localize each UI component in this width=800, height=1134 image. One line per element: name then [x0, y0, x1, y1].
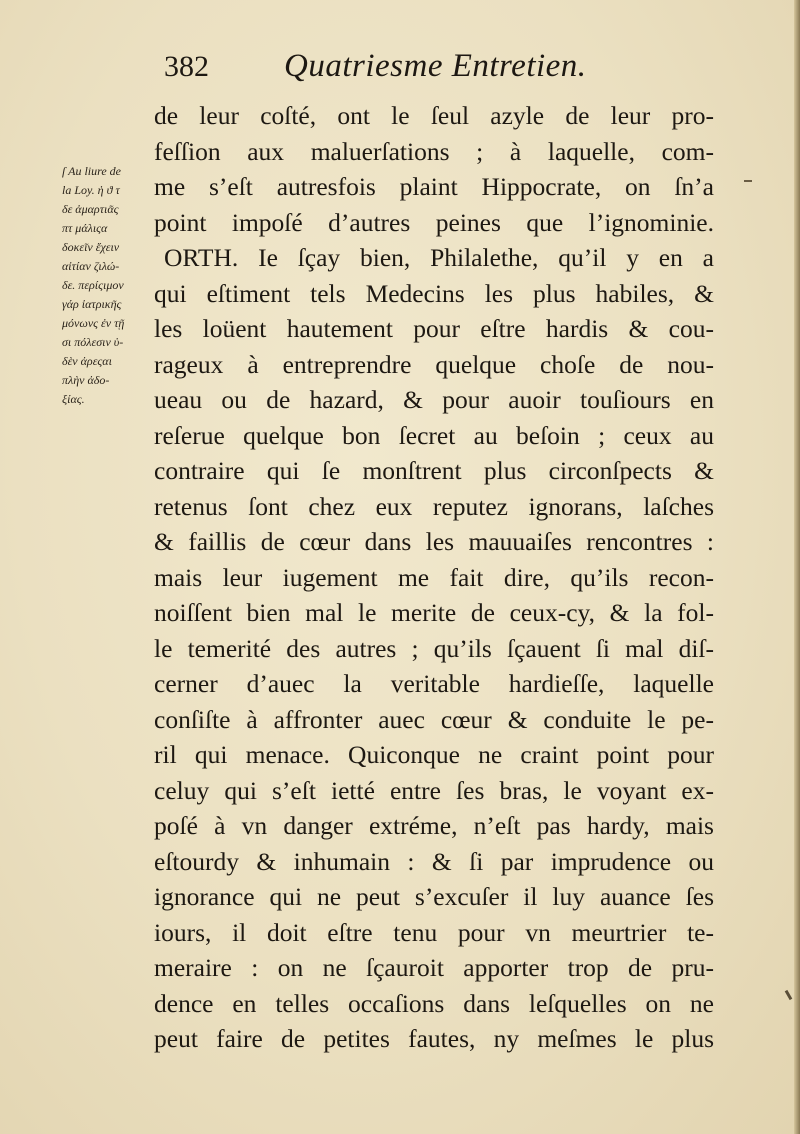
text-line: noiſſent bien mal le merite de ceux-cy, & la fol-	[154, 598, 714, 627]
text-line: poſé à vn danger extréme, n’eſt pas hardy, mais	[154, 811, 714, 840]
text-line: ueau ou de hazard, & pour auoir touſiours en	[154, 385, 714, 414]
margin-note-line: πλὴν ἀδο-	[62, 373, 110, 387]
margin-note-line: μόνωνς ἐν τῇ	[62, 316, 125, 330]
text-line: & faillis de cœur dans les mauuaiſes rencontres :	[154, 527, 714, 556]
ink-speck	[744, 180, 752, 182]
margin-note-line: αἰτίαν ζιλώ-	[62, 259, 120, 273]
text-line: reſerue quelque bon ſecret au beſoin ; ceux au	[154, 420, 714, 450]
margin-note-line: δε ἁμαρτιᾶς	[62, 202, 119, 216]
text-line: contraire qui ſe monſtrent plus circonſpects &	[154, 456, 714, 485]
text-line: ril qui menace. Quiconque ne craint point pour	[154, 740, 714, 769]
page-edge-shadow	[794, 0, 800, 1134]
text-line: le temerité des autres ; qu’ils ſçauent ſi mal diſ-	[154, 633, 714, 663]
margin-note-line: δὲν ἀρεςαι	[62, 354, 112, 368]
margin-note-line: ſ Au liure de	[62, 164, 121, 178]
margin-note-line: δε. περίςιμον	[62, 278, 124, 292]
margin-note	[62, 162, 162, 409]
text-line: qui eſtiment tels Medecins les plus habiles, &	[154, 278, 714, 308]
text-line: retenus ſont chez eux reputez ignorans, laſches	[154, 491, 714, 521]
margin-note-line: la Loy. ἡ ϑ τ	[62, 183, 120, 197]
margin-note-line: σι πόλεσιν ὑ-	[62, 335, 124, 349]
text-line: meraire : on ne ſçauroit apporter trop de pru-	[154, 953, 714, 982]
page-header	[164, 46, 664, 90]
margin-note-line: γάρ ἰατρικῆς	[62, 297, 122, 311]
margin-note-line: ξίας.	[62, 392, 85, 406]
text-line: dence en telles occaſions dans leſquelles on ne	[154, 988, 714, 1018]
text-line: mais leur iugement me fait dire, qu’ils recon-	[154, 562, 714, 592]
text-line: peut faire de petites fautes, ny meſmes le plus	[154, 1024, 714, 1053]
body-text	[154, 98, 714, 1057]
text-line: celuy qui s’eſt ietté entre ſes bras, le voyant ex-	[154, 775, 714, 805]
page-number: 382	[164, 50, 209, 83]
text-line: cerner d’auec la veritable hardieſſe, laquelle	[154, 669, 714, 698]
text-line: ORTH. Ie ſçay bien, Philalethe, qu’il y en a	[164, 243, 714, 272]
text-line: me s’eſt autresfois plaint Hippocrate, on ſn’a	[154, 172, 714, 201]
text-line: iours, il doit eſtre tenu pour vn meurtrier te-	[154, 917, 714, 947]
running-title: Quatriesme Entretien.	[284, 48, 587, 84]
text-line: conſiſte à affronter auec cœur & conduite le pe-	[154, 704, 714, 734]
text-line: ignorance qui ne peut s’excuſer il luy auance ſes	[154, 882, 714, 911]
margin-note-line: πτ μάλιςα	[62, 221, 108, 235]
margin-note-line: δοκεῖν ἔχειν	[62, 240, 120, 254]
text-line: de leur coſté, ont le ſeul azyle de leur pro-	[154, 101, 714, 130]
ink-speck	[785, 990, 793, 1000]
text-line: eſtourdy & inhumain : & ſi par imprudence ou	[154, 846, 714, 876]
text-line: point impoſé d’autres peines que l’ignominie.	[154, 207, 714, 237]
text-line: feſſion aux maluerſations ; à laquelle, com-	[154, 136, 714, 166]
text-line: rageux à entreprendre quelque choſe de nou-	[154, 349, 714, 379]
text-line: les loüent hautement pour eſtre hardis & cou-	[154, 314, 714, 343]
